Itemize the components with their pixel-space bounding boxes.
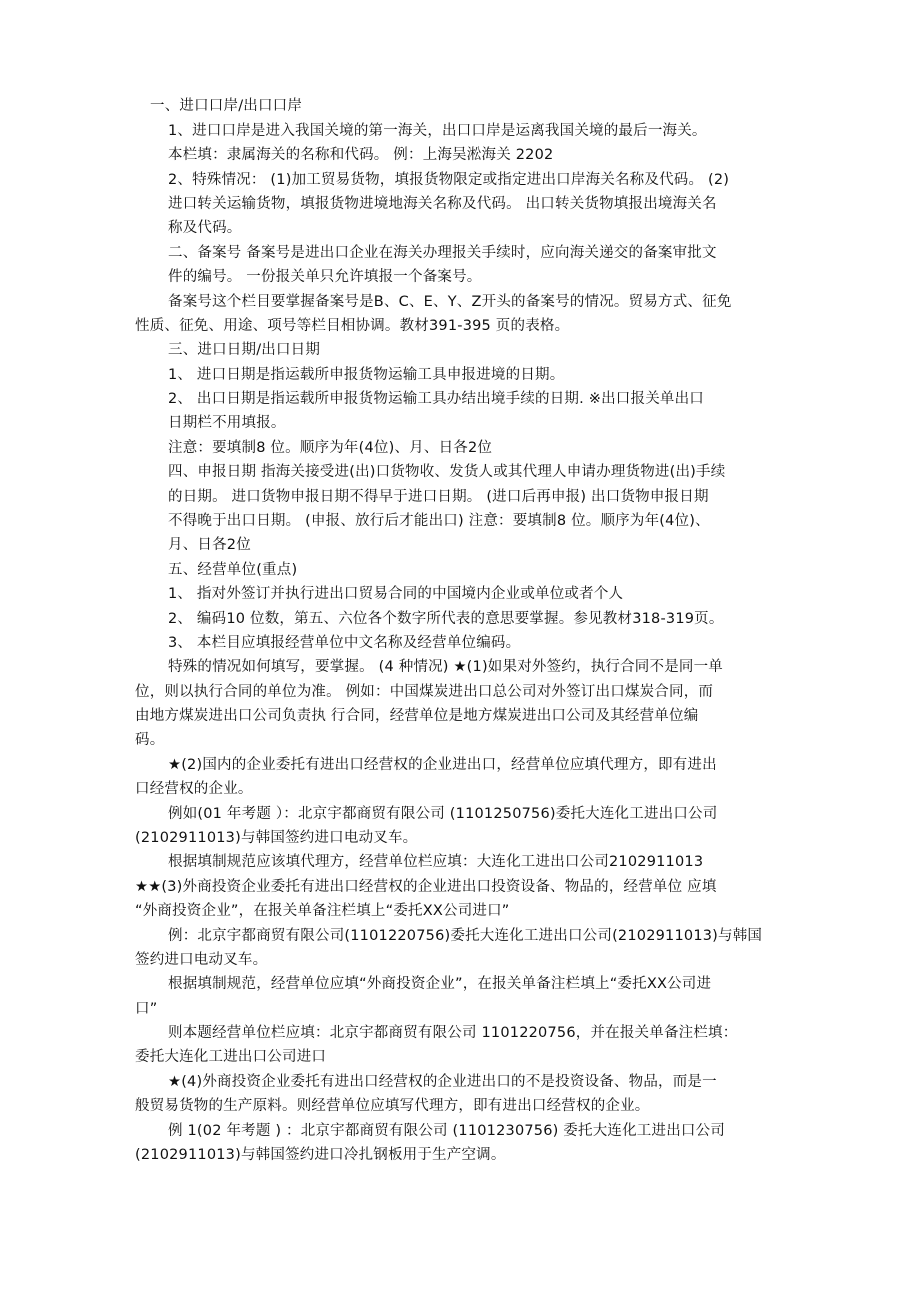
text-line: 口” bbox=[135, 1001, 158, 1017]
text-line: 1、 指对外签订并执行进出口贸易合同的中国境内企业或单位或者个人 bbox=[168, 586, 624, 602]
section-heading-ports: 一、进口口岸/出口口岸 bbox=[150, 98, 303, 114]
text-line: 性质、征免、用途、项号等栏目相协调。教材391-395 页的表格。 bbox=[135, 318, 570, 334]
text-line: 码。 bbox=[135, 732, 165, 748]
text-line: ★(4)外商投资企业委托有进出口经营权的企业进出口的不是投资设备、物品，而是一 bbox=[168, 1074, 717, 1090]
text-line: 口经营权的企业。 bbox=[135, 781, 253, 797]
text-line: 签约进口电动叉车。 bbox=[135, 952, 268, 968]
text-line: 例：北京宇都商贸有限公司(1101220756)委托大连化工进出口公司(2102911013)与韩国 bbox=[168, 928, 763, 944]
section-heading-declaration-date: 四、申报日期 指海关接受进(出)口货物收、发货人或其代理人申请办理货物进(出)手续 bbox=[168, 464, 726, 480]
text-line: 备案号这个栏目要掌握备案号是B、C、E、Y、Z开头的备案号的情况。贸易方式、征免 bbox=[168, 294, 732, 310]
text-line: 1、进口口岸是进入我国关境的第一海关，出口口岸是运离我国关境的最后一海关。 bbox=[168, 123, 707, 139]
text-line: 称及代码。 bbox=[168, 220, 242, 236]
text-line: (2102911013)与韩国签约进口冷扎钢板用于生产空调。 bbox=[135, 1147, 506, 1163]
text-line: 不得晚于出口日期。 (申报、放行后才能出口) 注意：要填制8 位。顺序为年(4位)、 bbox=[168, 513, 710, 529]
text-line: 根据填制规范，经营单位应填“外商投资企业”，在报关单备注栏填上“委托XX公司进 bbox=[168, 976, 712, 992]
section-heading-business-unit: 五、经营单位(重点) bbox=[168, 562, 298, 578]
text-line: 2、 编码10 位数，第五、六位各个数字所代表的意思要掌握。参见教材318-319页。 bbox=[168, 611, 724, 627]
text-line: 1、 进口日期是指运载所申报货物运输工具申报进境的日期。 bbox=[168, 367, 565, 383]
text-line: 2、特殊情况： (1)加工贸易货物，填报货物限定或指定进出口岸海关名称及代码。 (2) bbox=[168, 172, 730, 188]
text-line: 例 1(02 年考题 ) ：北京宇都商贸有限公司 (1101230756) 委托大连化工进出口公司 bbox=[168, 1123, 726, 1139]
text-line: 2、 出口日期是指运载所申报货物运输工具办结出境手续的日期. ※出口报关单出口 bbox=[168, 391, 704, 407]
text-line: 的日期。 进口货物申报日期不得早于进口日期。 (进口后再申报) 出口货物申报日期 bbox=[168, 489, 709, 505]
text-line: 则本题经营单位栏应填：北京宇都商贸有限公司 1101220756，并在报关单备注栏填： bbox=[168, 1025, 738, 1041]
text-line: 位，则以执行合同的单位为准。 例如：中国煤炭进出口总公司对外签订出口煤炭合同，而 bbox=[135, 684, 714, 700]
text-line: “外商投资企业”，在报关单备注栏填上“委托XX公司进口” bbox=[135, 903, 510, 919]
text-line: 特殊的情况如何填写，要掌握。 (4 种情况) ★(1)如果对外签约，执行合同不是同一单 bbox=[168, 659, 724, 675]
text-line: (2102911013)与韩国签约进口电动叉车。 bbox=[135, 830, 418, 846]
text-line: 3、 本栏目应填报经营单位中文名称及经营单位编码。 bbox=[168, 635, 521, 651]
section-heading-record-number: 二、备案号 备案号是进出口企业在海关办理报关手续时，应向海关递交的备案审批文 bbox=[168, 245, 717, 261]
text-line: ★(2)国内的企业委托有进出口经营权的企业进出口，经营单位应填代理方，即有进出 bbox=[168, 757, 717, 773]
text-line: 根据填制规范应该填代理方，经营单位栏应填：大连化工进出口公司2102911013 bbox=[168, 854, 704, 870]
text-line: 日期栏不用填报。 bbox=[168, 415, 286, 431]
text-line: 进口转关运输货物，填报货物进境地海关名称及代码。 出口转关货物填报出境海关名 bbox=[168, 196, 717, 212]
text-line: 注意：要填制8 位。顺序为年(4位)、月、日各2位 bbox=[168, 440, 493, 456]
text-line: 由地方煤炭进出口公司负责执 行合同，经营单位是地方煤炭进出口公司及其经营单位编 bbox=[135, 708, 699, 724]
text-line: 般贸易货物的生产原料。则经营单位应填写代理方，即有进出口经营权的企业。 bbox=[135, 1098, 650, 1114]
text-line: 月、日各2位 bbox=[168, 537, 251, 553]
text-line: ★★(3)外商投资企业委托有进出口经营权的企业进出口投资设备、物品的，经营单位 应填 bbox=[135, 879, 717, 895]
section-heading-dates: 三、进口日期/出口日期 bbox=[168, 342, 321, 358]
text-line: 件的编号。 一份报关单只允许填报一个备案号。 bbox=[168, 269, 482, 285]
text-line: 委托大连化工进出口公司进口 bbox=[135, 1049, 327, 1065]
text-line: 例如(01 年考题 ）：北京宇都商贸有限公司 (1101250756)委托大连化工进出口公司 bbox=[168, 806, 718, 822]
text-line: 本栏填：隶属海关的名称和代码。 例：上海吴淞海关 2202 bbox=[168, 147, 554, 163]
